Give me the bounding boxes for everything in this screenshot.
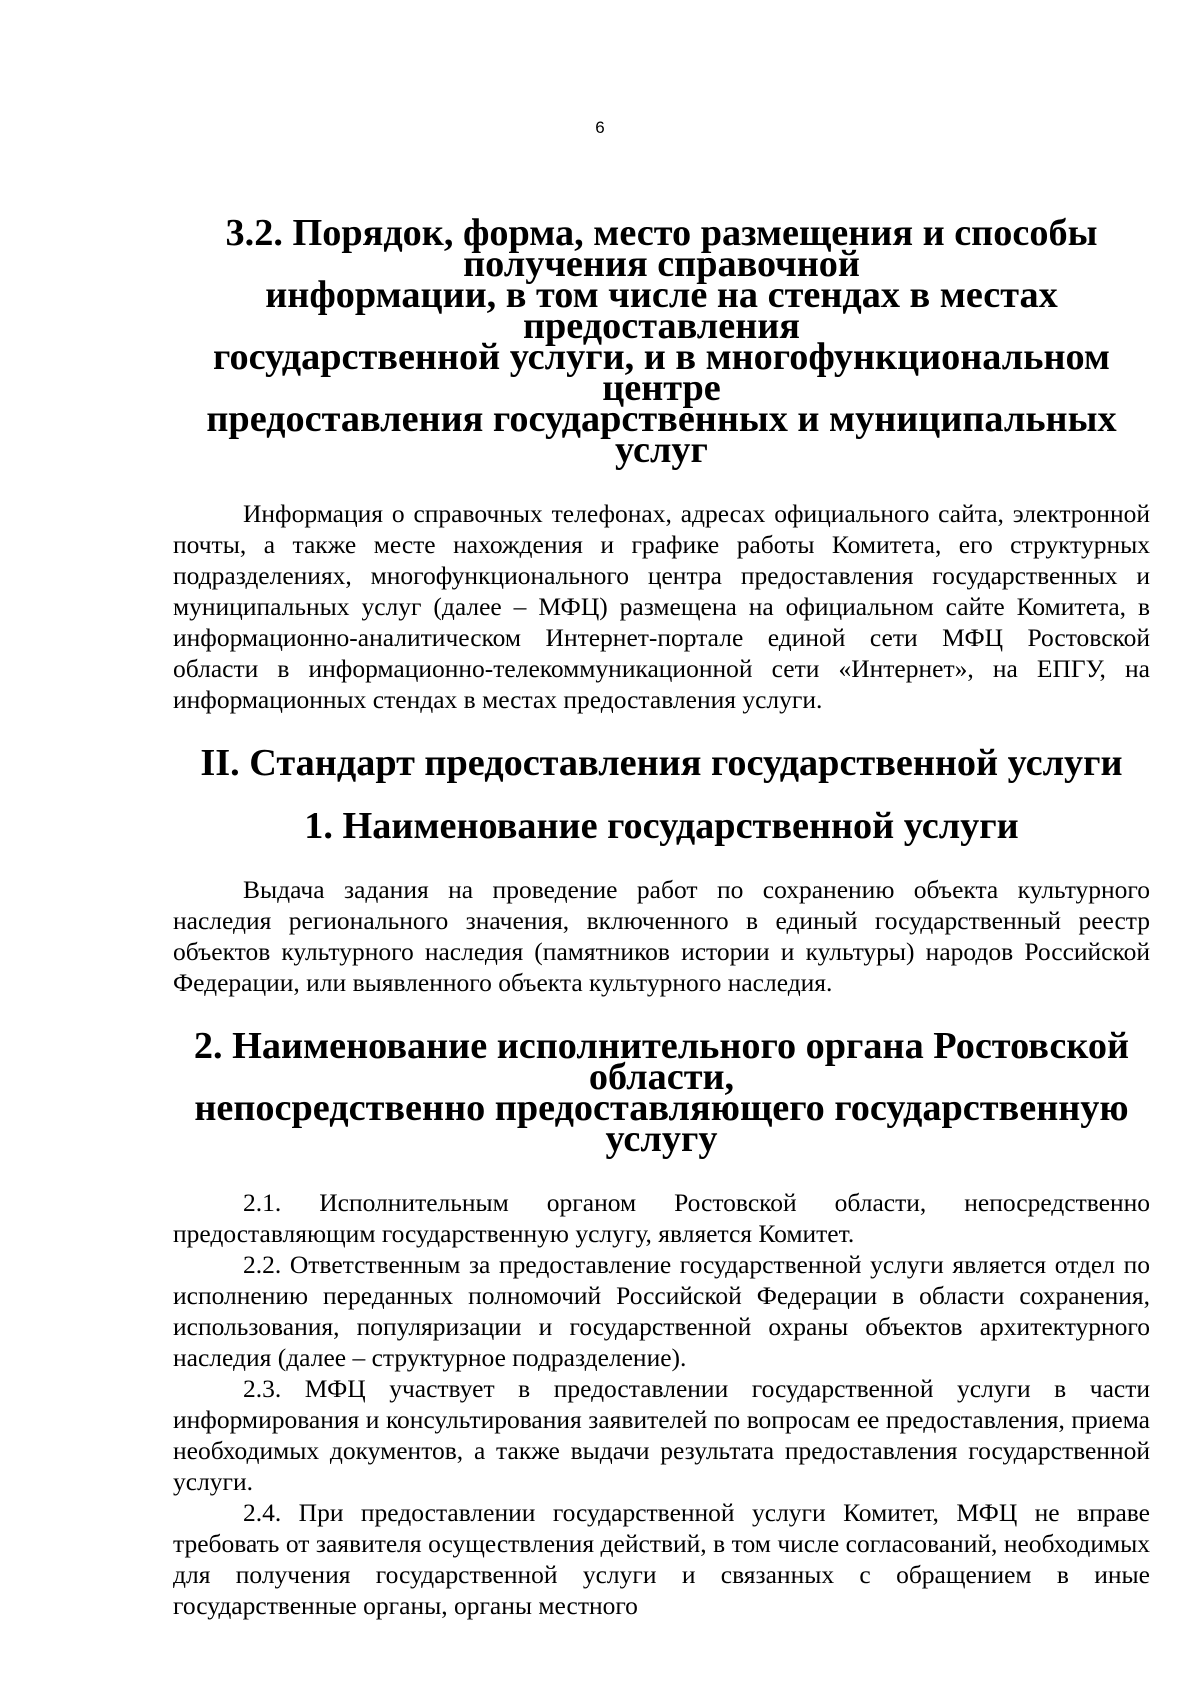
heading-line: 1. Наименование государственной услуги: [304, 805, 1019, 847]
paragraph-2-1: 2.1. Исполнительным органом Ростовской области, непосредственно предоставляющим государственную услугу, является Комитет.: [173, 1188, 1150, 1248]
heading-line: государственной услуги, и в многофункциональном центре: [213, 336, 1110, 409]
section-II-heading: [173, 742, 1150, 784]
section-3-2-paragraph: Информация о справочных телефонах, адресах официального сайта, электронной почты, а также месте нахождения и графике работы Комитета, его структурных подразделениях, многофункционального центра предоставления государственных и муниципальных услуг (далее – МФЦ) размещена на официальном сайте Комитета, в информационно-аналитическом Интернет-портале единой сети МФЦ Ростовской области в информационно-телекоммуникационной сети «Интернет», на ЕПГУ, на информационных стендах в местах предоставления услуги.: [173, 499, 1150, 714]
heading-line: непосредственно предоставляющего государственную услугу: [194, 1087, 1129, 1160]
heading-line: 3.2. Порядок, форма, место размещения и способы получения справочной: [225, 212, 1098, 285]
section-1-paragraph: Выдача задания на проведение работ по сохранению объекта культурного наследия регионального значения, включенного в единый государственный реестр объектов культурного наследия (памятников истории и культуры) народов Российской Федерации, или выявленного объекта культурного наследия.: [173, 875, 1150, 997]
page-content: [173, 212, 1150, 1621]
section-2-heading: [173, 1025, 1150, 1160]
heading-line: предоставления государственных и муниципальных услуг: [206, 398, 1117, 471]
section-1-heading: [173, 805, 1150, 847]
paragraph-2-3: 2.3. МФЦ участвует в предоставлении государственной услуги в части информирования и консультирования заявителей по вопросам ее предоставления, приема необходимых документов, а также выдачи результата предоставления государственной услуги.: [173, 1374, 1150, 1496]
heading-line: 2. Наименование исполнительного органа Ростовской области,: [193, 1025, 1130, 1098]
page-number: 6: [595, 118, 605, 137]
section-3-2-heading: [173, 212, 1150, 471]
paragraph-2-2: 2.2. Ответственным за предоставление государственной услуги является отдел по исполнению переданных полномочий Российской Федерации в области сохранения, использования, популяризации и государственной охраны объектов архитектурного наследия (далее – структурное подразделение).: [173, 1250, 1150, 1372]
heading-line: информации, в том числе на стендах в местах предоставления: [265, 274, 1058, 347]
heading-line: II. Стандарт предоставления государственной услуги: [200, 742, 1123, 784]
paragraph-2-4: 2.4. При предоставлении государственной услуги Комитет, МФЦ не вправе требовать от заявителя осуществления действий, в том числе согласований, необходимых для получения государственной услуги и связанных с обращением в иные государственные органы, органы местного: [173, 1498, 1150, 1620]
